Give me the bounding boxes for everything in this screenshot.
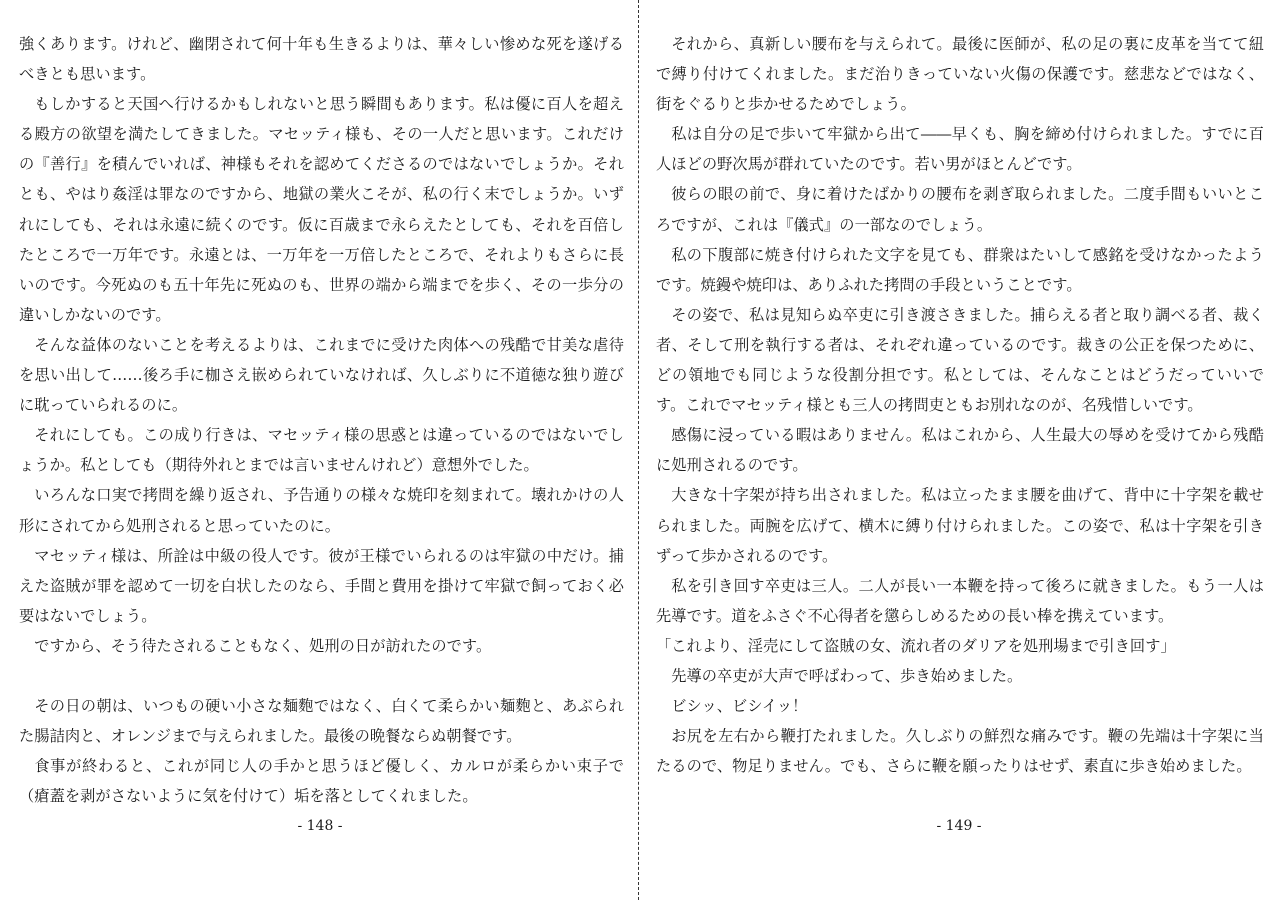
right-page [656, 29, 1264, 781]
paragraph: 大きな十字架が持ち出されました。私は立ったまま腰を曲げて、背中に十字架を載せられました。両腕を広げて、横木に縛り付けられました。この姿で、私は十字架を引きずって歩かされるのです。 [656, 486, 1264, 565]
paragraph: もしかすると天国へ行けるかもしれないと思う瞬間もあります。私は優に百人を超える殿方の欲望を満たしてきました。マセッティ様も、その一人だと思います。これだけの『善行』を積んでいれば、神様もそれを認めてくださるのではないでしょうか。それとも、やはり姦淫は罪なのですから、地獄の業火こそが、私の行く末でしょうか。いずれにしても、それは永遠に続くのです。仮に百歳まで永らえたとしても、それを百倍したところで一万年です。永遠とは、一万年を一万倍したところで、それよりもさらに長いのです。今死ぬのも五十年先に死ぬのも、世界の端から端までを歩く、その一歩分の違いしかないのです。 [19, 95, 624, 324]
paragraph: 感傷に浸っている暇はありません。私はこれから、人生最大の辱めを受けてから残酷に処刑されるのです。 [656, 426, 1264, 475]
paragraph: それから、真新しい腰布を与えられて。最後に医師が、私の足の裏に皮革を当てて紐で縛り付けてくれました。まだ治りきっていない火傷の保護です。慈悲などではなく、街をぐるりと歩かせるためでしょう。 [656, 35, 1264, 114]
page-divider [638, 0, 639, 900]
blank-line [19, 661, 624, 691]
paragraph: ビシッ、ビシイッ！ [671, 697, 808, 716]
paragraph: それにしても。この成り行きは、マセッティ様の思惑とは違っているのではないでしょうか。私としても（期待外れとまでは言いませんけれど）意想外でした。 [19, 426, 624, 475]
paragraph: 彼らの眼の前で、身に着けたばかりの腰布を剥ぎ取られました。二度手間もいいところですが、これは『儀式』の一部なのでしょう。 [656, 185, 1264, 234]
paragraph: いろんな口実で拷問を繰り返され、予告通りの様々な焼印を刻まれて。壊れかけの人形にされてから処刑されると思っていたのに。 [19, 486, 624, 535]
page-number-left: - 148 - [297, 818, 343, 834]
paragraph: 食事が終わると、これが同じ人の手かと思うほど優しく、カルロが柔らかい束子で（瘡蓋を剥がさないように気を付けて）垢を落としてくれました。 [19, 757, 624, 806]
paragraph: マセッティ様は、所詮は中級の役人です。彼が王様でいられるのは牢獄の中だけ。捕えた盗賊が罪を認めて一切を白状したのなら、手間と費用を掛けて牢獄で飼っておく必要はないでしょう。 [19, 546, 624, 625]
paragraph: 強くあります。けれど、幽閉されて何十年も生きるよりは、華々しい惨めな死を遂げるべきとも思います。 [19, 35, 624, 84]
paragraph: 私は自分の足で歩いて牢獄から出て――早くも、胸を締め付けられました。すでに百人ほどの野次馬が群れていたのです。若い男がほとんどです。 [656, 125, 1264, 174]
left-page [19, 29, 624, 811]
paragraph: 先導の卒吏が大声で呼ばわって、歩き始めました。 [671, 666, 1023, 685]
paragraph: 私を引き回す卒吏は三人。二人が長い一本鞭を持って後ろに就きました。もう一人は先導です。道をふさぐ不心得者を懲らしめるための長い棒を携えています。 [656, 576, 1264, 625]
dialogue-line: 「これより、淫売にして盗賊の女、流れ者のダリアを処刑場まで引き回す」 [656, 636, 1176, 655]
paragraph: その日の朝は、いつもの硬い小さな麺麭ではなく、白くて柔らかい麺麭と、あぶられた腸詰肉と、オレンジまで与えられました。最後の晩餐ならぬ朝餐です。 [19, 697, 624, 746]
paragraph: お尻を左右から鞭打たれました。久しぶりの鮮烈な痛みです。鞭の先端は十字架に当たるので、物足りません。でも、さらに鞭を願ったりはせず、素直に歩き始めました。 [656, 727, 1264, 776]
paragraph: 私の下腹部に焼き付けられた文字を見ても、群衆はたいして感銘を受けなかったようです。焼鏝や焼印は、ありふれた拷問の手段ということです。 [656, 245, 1264, 294]
paragraph: その姿で、私は見知らぬ卒吏に引き渡さきました。捕らえる者と取り調べる者、裁く者、そして刑を執行する者は、それぞれ違っているのです。裁きの公正を保つために、どの領地でも同じような役割分担です。私としては、そんなことはどうだっていいです。これでマセッティ様とも三人の拷問吏ともお別れなのが、名残惜しいです。 [656, 305, 1264, 415]
paragraph: ですから、そう待たされることもなく、処刑の日が訪れたのです。 [34, 636, 492, 655]
page-number-right: - 149 - [936, 818, 982, 834]
paragraph: そんな益体のないことを考えるよりは、これまでに受けた肉体への残酷で甘美な虐待を思い出して……後ろ手に枷さえ嵌められていなければ、久しぶりに不道徳な独り遊びに耽っていられるのに。 [19, 335, 624, 415]
